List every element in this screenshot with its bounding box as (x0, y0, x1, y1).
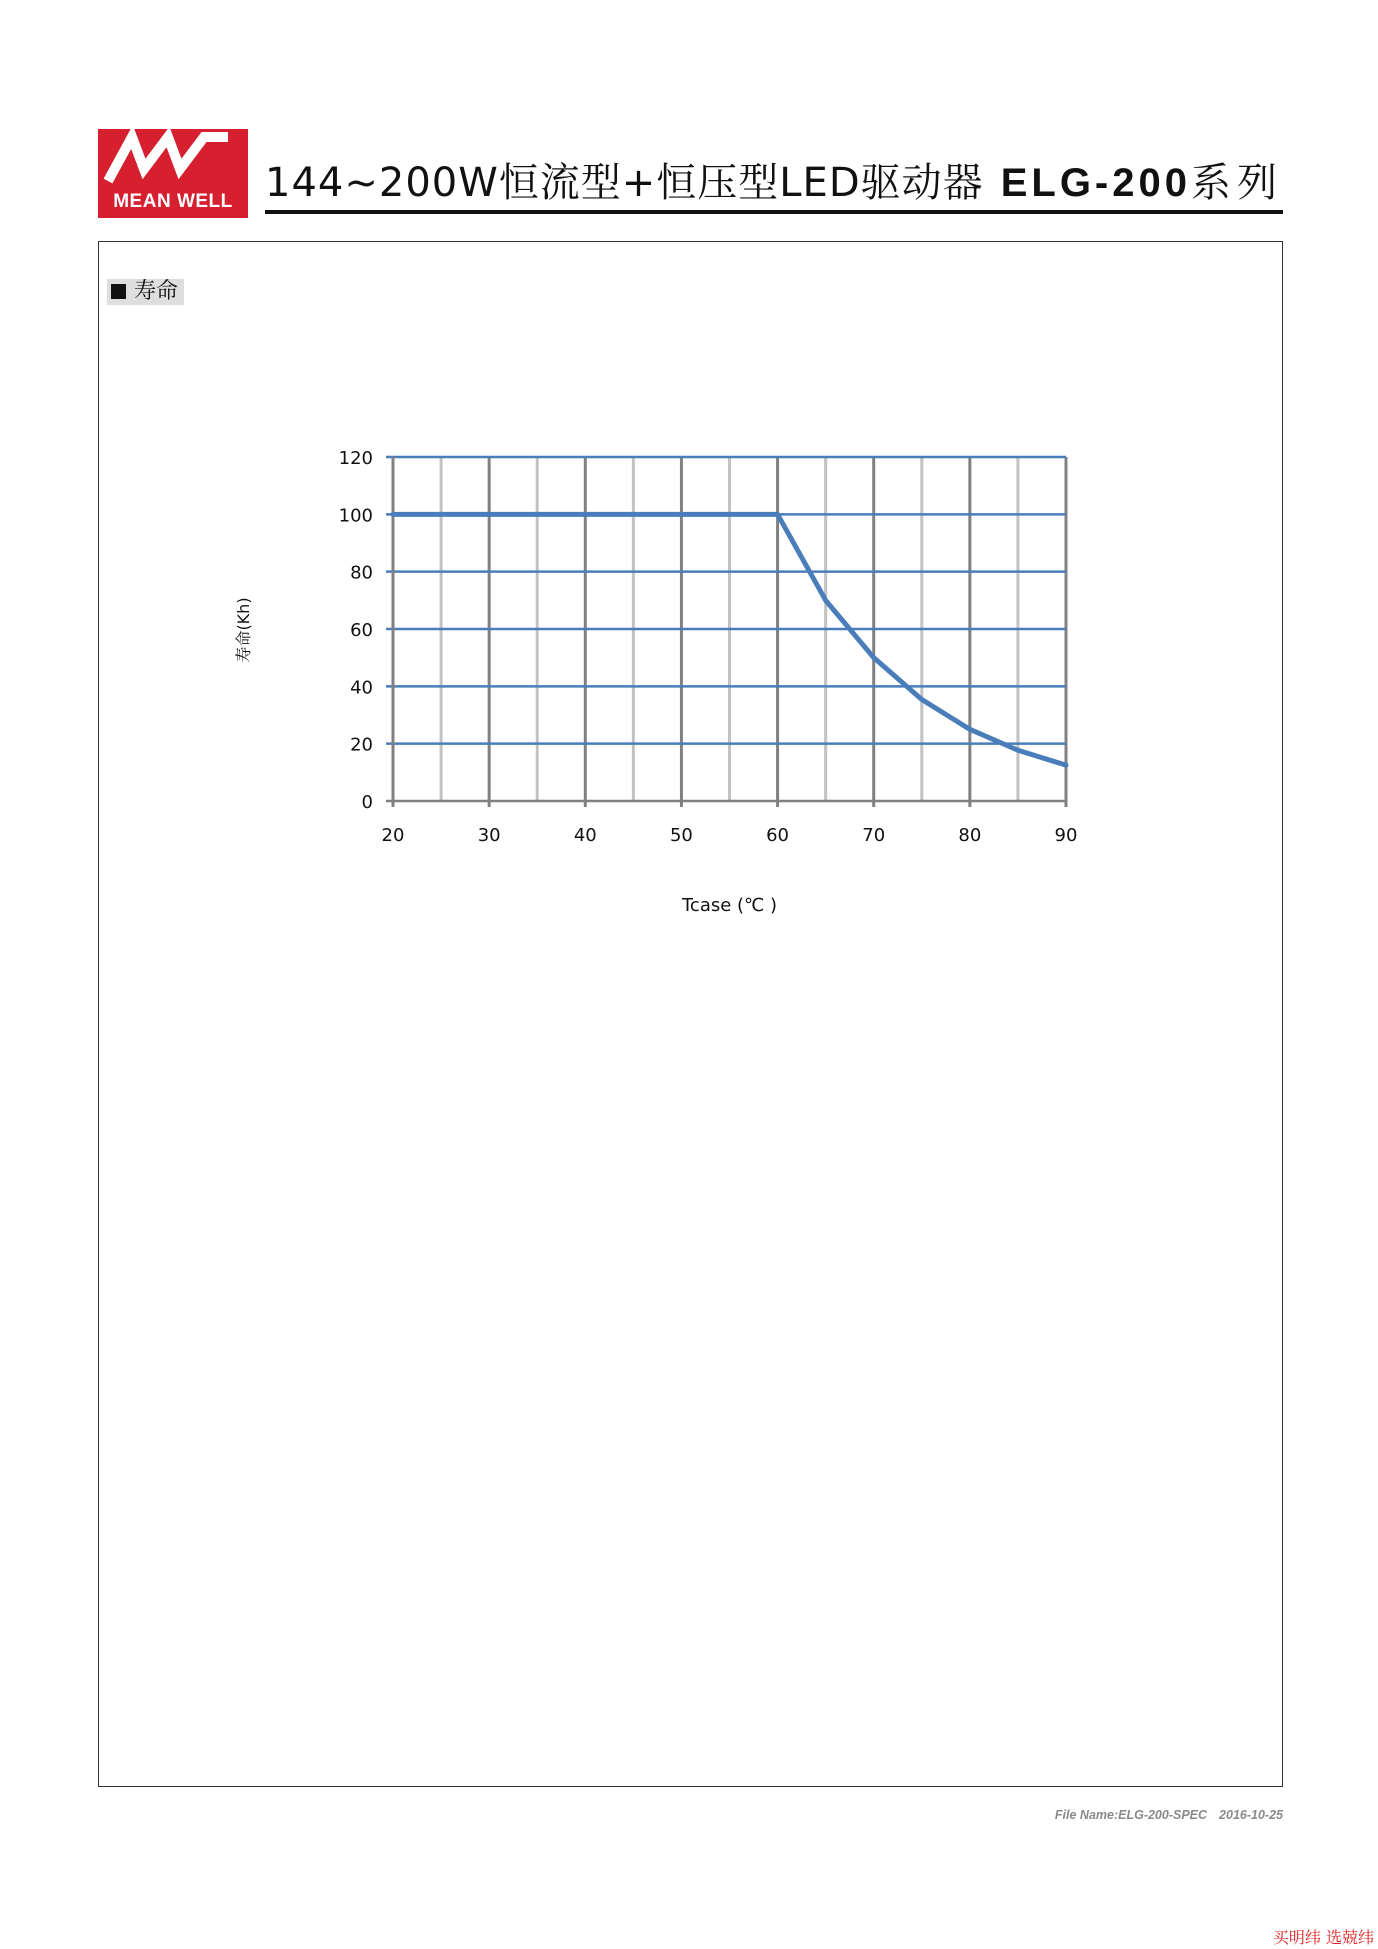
section-label-text: 寿命 (134, 279, 179, 304)
y-tick-label: 0 (361, 792, 373, 813)
footer-date: 2016-10-25 (1219, 1808, 1283, 1822)
x-tick-label: 30 (477, 825, 501, 846)
footer-file-name: File Name:ELG-200-SPEC (1054, 1808, 1208, 1822)
x-tick-label: 70 (862, 825, 886, 846)
y-tick-label: 120 (338, 448, 373, 469)
y-axis-label: 寿命(Kh) (234, 597, 253, 663)
page-title: 144~200W恒流型+恒压型LED驱动器 (265, 160, 984, 206)
x-tick-label: 80 (958, 825, 982, 846)
x-tick-label: 90 (1054, 825, 1078, 846)
x-tick-label: 20 (381, 825, 405, 846)
chart-grid (386, 457, 1066, 807)
footer (1000, 1808, 1283, 1822)
x-axis-label: Tcase (℃ ) (681, 895, 778, 916)
y-tick-label: 100 (338, 505, 373, 527)
series-model: ELG-200 (1000, 161, 1191, 205)
y-tick-label: 80 (350, 562, 373, 584)
y-tick-label: 60 (350, 620, 373, 641)
y-tick-label: 20 (350, 734, 373, 756)
y-tick-label: 40 (350, 677, 373, 699)
x-tick-label: 40 (573, 825, 597, 846)
series-suffix: 系列 (1191, 160, 1283, 206)
x-tick-label: 50 (669, 825, 693, 846)
x-tick-label: 60 (766, 825, 790, 846)
watermark-text: 买明纬 选兢纬 (1272, 1928, 1374, 1947)
logo-text: MEAN WELL (113, 191, 233, 212)
